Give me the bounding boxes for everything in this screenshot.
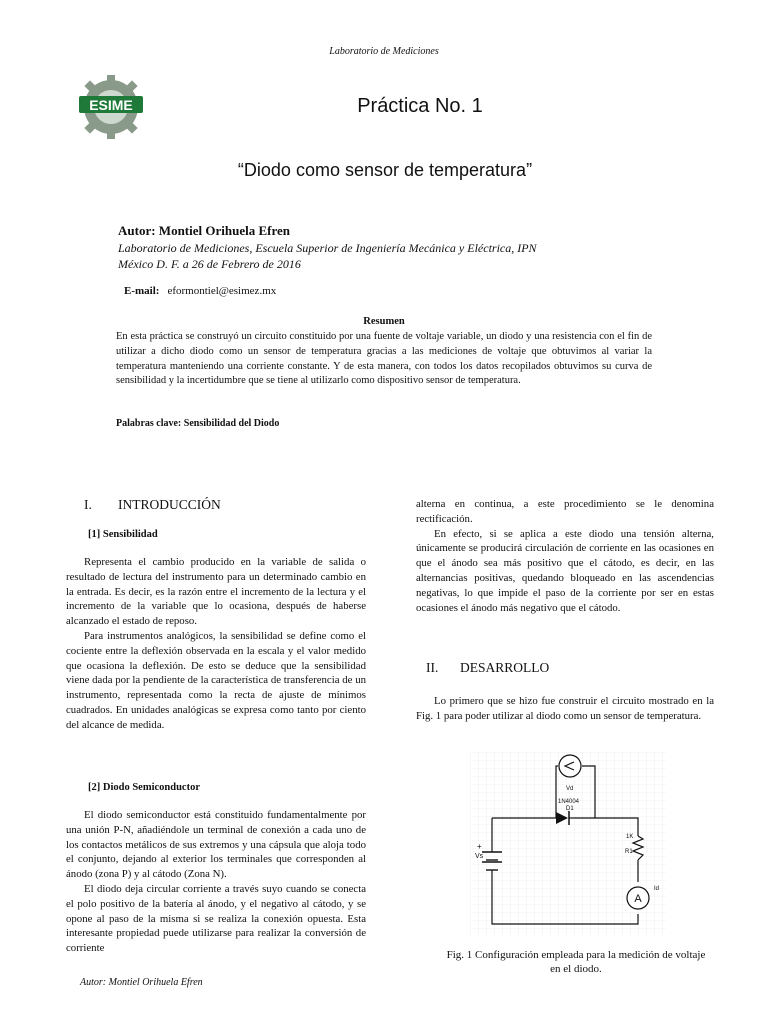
paragraph: Para instrumentos analógicos, la sensibilidad se define como el cociente entre la deflexión observada en la escala y el valor medido que ocasiona la deflexión. De esto se deduce que la sensibilidad viene dada por la pendiente de la característica de transferencia de un instrumento, representada como la recta de ajuste de mínimos cuadrados. En unidades analógicas se expresa como tanto por ciento del alcance de medida. [66, 629, 366, 731]
intro-text-b [66, 808, 366, 956]
svg-text:A: A [634, 893, 642, 905]
svg-text:ESIME: ESIME [89, 97, 133, 113]
keywords: Palabras clave: Sensibilidad del Diodo [116, 418, 280, 429]
svg-text:R1: R1 [625, 849, 633, 855]
right-text-a [416, 497, 714, 615]
svg-text:1N4004: 1N4004 [558, 799, 580, 805]
subsection-diodo-semiconductor: [2] Diodo Semiconductor [88, 782, 200, 793]
email-line [124, 285, 276, 297]
svg-text:Id: Id [654, 886, 660, 892]
svg-text:Vs: Vs [475, 853, 484, 860]
paper-title: “Diodo como sensor de temperatura” [237, 160, 533, 180]
author-name: Autor: Montiel Orihuela Efren [118, 223, 290, 238]
place-date-line: México D. F. a 26 de Febrero de 2016 [118, 257, 301, 271]
figure-caption: Fig. 1 Configuración empleada para la medición de voltaje en el diodo. [446, 949, 706, 975]
abstract-heading: Resumen [363, 316, 405, 327]
paragraph: Representa el cambio producido en la variable de salida o resultado de lectura del instrumento para un determinado cambio en la entrada. Es decir, es la razón entre el incremento de la lectura y el incremento de la variable que lo ocasiona, después de haberse alcanzado el estado de reposo. [66, 556, 366, 628]
affiliation-line: Laboratorio de Mediciones, Escuela Superior de Ingeniería Mecánica y Eléctrica, IPN [118, 241, 537, 255]
footer-author: Autor: Montiel Orihuela Efren [80, 977, 203, 988]
paragraph: El diodo deja circular corriente a través suyo cuando se conecta el polo positivo de la batería al ánodo, y el negativo al cátodo, y se opone al paso de la misma si se realiza la conexión opuesta. Esta interesante propiedad puede utilizarse para realizar la conversión de corriente [66, 882, 366, 955]
circuit-diagram [470, 752, 666, 936]
author-affiliation [118, 240, 537, 272]
section-heading-desarrollo [426, 660, 549, 676]
section-title: DESARROLLO [460, 660, 550, 675]
ammeter-symbol [627, 887, 649, 909]
subsection-sensibilidad: [1] Sensibilidad [88, 529, 158, 540]
section-number: I. [84, 497, 92, 512]
svg-text:D1: D1 [566, 806, 574, 812]
email-address: eformontiel@esimez.mx [167, 285, 277, 297]
paragraph: El diodo semiconductor está constituido fundamentalmente por una unión P-N, añadiéndole un terminal de conexión a cada uno de los contactos metálicos de sus extremos y una cápsula que aloja todo el conjunto, dejando al exterior los terminales que corresponden al ánodo (zona P) y al cátodo (Zona N). [66, 809, 366, 881]
svg-text:1K: 1K [626, 834, 634, 840]
running-header: Laboratorio de Mediciones [329, 46, 439, 57]
section-title: INTRODUCCIÓN [118, 497, 221, 512]
svg-text:Vd: Vd [566, 786, 574, 792]
svg-text:+: + [477, 842, 482, 851]
intro-text-a [66, 555, 366, 733]
esime-logo [76, 74, 146, 140]
section-heading-introduccion [84, 497, 221, 513]
paragraph: alterna en continua, a este procedimiento se le denomina rectificación. [416, 498, 714, 525]
voltmeter-symbol [559, 755, 581, 777]
paragraph: En efecto, si se aplica a este diodo una tensión alterna, únicamente se producirá circulación de corriente en las ocasiones en que el ánodo sea más positivo que el cátodo, es decir, en las alternancias positivas, quedando bloqueado en las ascendencias negativas, lo que impide el paso de la corriente por ser en estas ocasiones el ánodo más negativo que el cátodo. [416, 527, 714, 614]
paragraph: Lo primero que se hizo fue construir el circuito mostrado en la Fig. 1 para poder utilizar al diodo como un sensor de temperatura. [416, 695, 714, 722]
section-number: II. [426, 660, 439, 675]
email-label: E-mail: [124, 285, 160, 297]
practice-number: Práctica No. 1 [357, 95, 483, 117]
right-text-b [416, 694, 714, 724]
abstract-text: En esta práctica se construyó un circuito constituido por una fuente de voltaje variable, un diodo y una resistencia con el fin de utilizar a dicho diodo como un sensor de temperatura gracias a las mediciones de voltaje que obtuvimos al variar la temperatura manteniendo una corriente constante. Y de esta manera, con todos los datos recopilados obtuvimos su curva de sensibilidad y la incertidumbre que se tiene al utilizarlo como dispositivo sensor de temperatura. [116, 331, 652, 387]
